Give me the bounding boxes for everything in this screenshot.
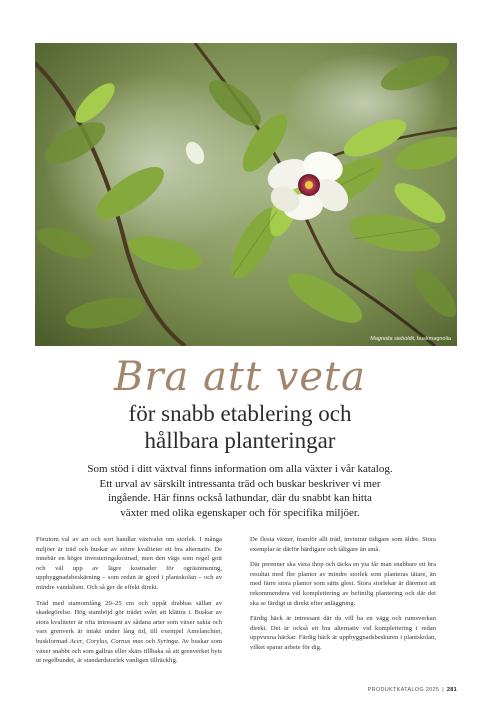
intro-line-3: ingående. Här finns också lathundar, där du snabbt kan hitta xyxy=(108,492,372,505)
magnolia-photo xyxy=(35,43,457,346)
body-paragraph-4: Där perenner ska växa ihop och täcka en yta får man snabbare ett bra resultat med fler plantor av mindre storlek som planteras tätare, än med färre stora plantor som sätts glest. Stora storlekar är däremot att rekommendera vid komplettering av befintlig plantering och där det ska se färdigt ut direkt efter anläggning. xyxy=(250,561,436,607)
body-paragraph-2: Träd med stamomfång 20–25 cm och uppåt drabbas sällan av skadegörelse. Hög stamhöjd gör trädet svårt att klättra i. Buskar av stora kvaliteter är ofta intressant av sådana arter som växer sakta och vars grenverk är intakt under lång tid, till exempel Amelanchier, buskformad Acer, Corylus, Cornus mas och Syringa. Av buskar som växer snabbt och som gallras eller skärs tillbaka så att grenverket byts ut regelbundet, är standardstorlek vanligen tillräcklig. xyxy=(36,599,222,665)
footer-separator: | xyxy=(442,687,444,693)
magnolia-illustration xyxy=(35,43,457,346)
page-number: 281 xyxy=(446,687,457,693)
catalog-name: PRODUKTKATALOG 2025 xyxy=(367,687,440,693)
page-subtitle xyxy=(0,400,480,454)
photo-caption: Magnolia sieboldii, buskmagnolia xyxy=(370,336,451,342)
intro-line-1: Som stöd i ditt växtval finns information om alla växter i vår katalog. xyxy=(87,463,393,475)
intro-paragraph xyxy=(60,462,420,520)
body-column-right xyxy=(250,535,436,659)
body-paragraph-5: Färdig häck är intressant där du vill ha en vägg och rumsverkan direkt. Det är också ett bra alternativ vid komplettering i redan uppvuxna häckar. Färdig häck är uppbyggnadsbeskuren i plantskolan, vilket sparar arbete för dig. xyxy=(250,615,436,651)
body-paragraph-3: De flesta växter, framför allt träd, invintrar tidigare som äldre. Stora exemplar är därför härdigare och tåligare än små. xyxy=(250,536,436,553)
intro-line-2: Ett urval av särskilt intressanta träd och buskar beskriver vi mer xyxy=(99,477,381,490)
subtitle-line-1: för snabb etablering och xyxy=(128,401,352,426)
body-paragraph-1: Förutom val av art och sort handlar växtvalet om storlek. I många miljöer är träd och buskar av större kvaliteter ett bra alternativ. De innebär en högre investeringskostnad, men den vägs som regel gott och väl upp av lägre kostnader för ogräsrensning, uppbyggnadsbeskärning – som redan är gjord i plantskolan – och av mindre vandalism. Och så ger de effekt direkt. xyxy=(36,536,222,591)
body-column-left xyxy=(36,535,222,672)
subtitle-line-2: hållbara planteringar xyxy=(144,428,336,453)
intro-line-4: växter med olika egenskaper och för specifika miljöer. xyxy=(120,506,360,519)
page-title: Bra att veta xyxy=(114,354,366,400)
page-footer xyxy=(368,687,457,693)
